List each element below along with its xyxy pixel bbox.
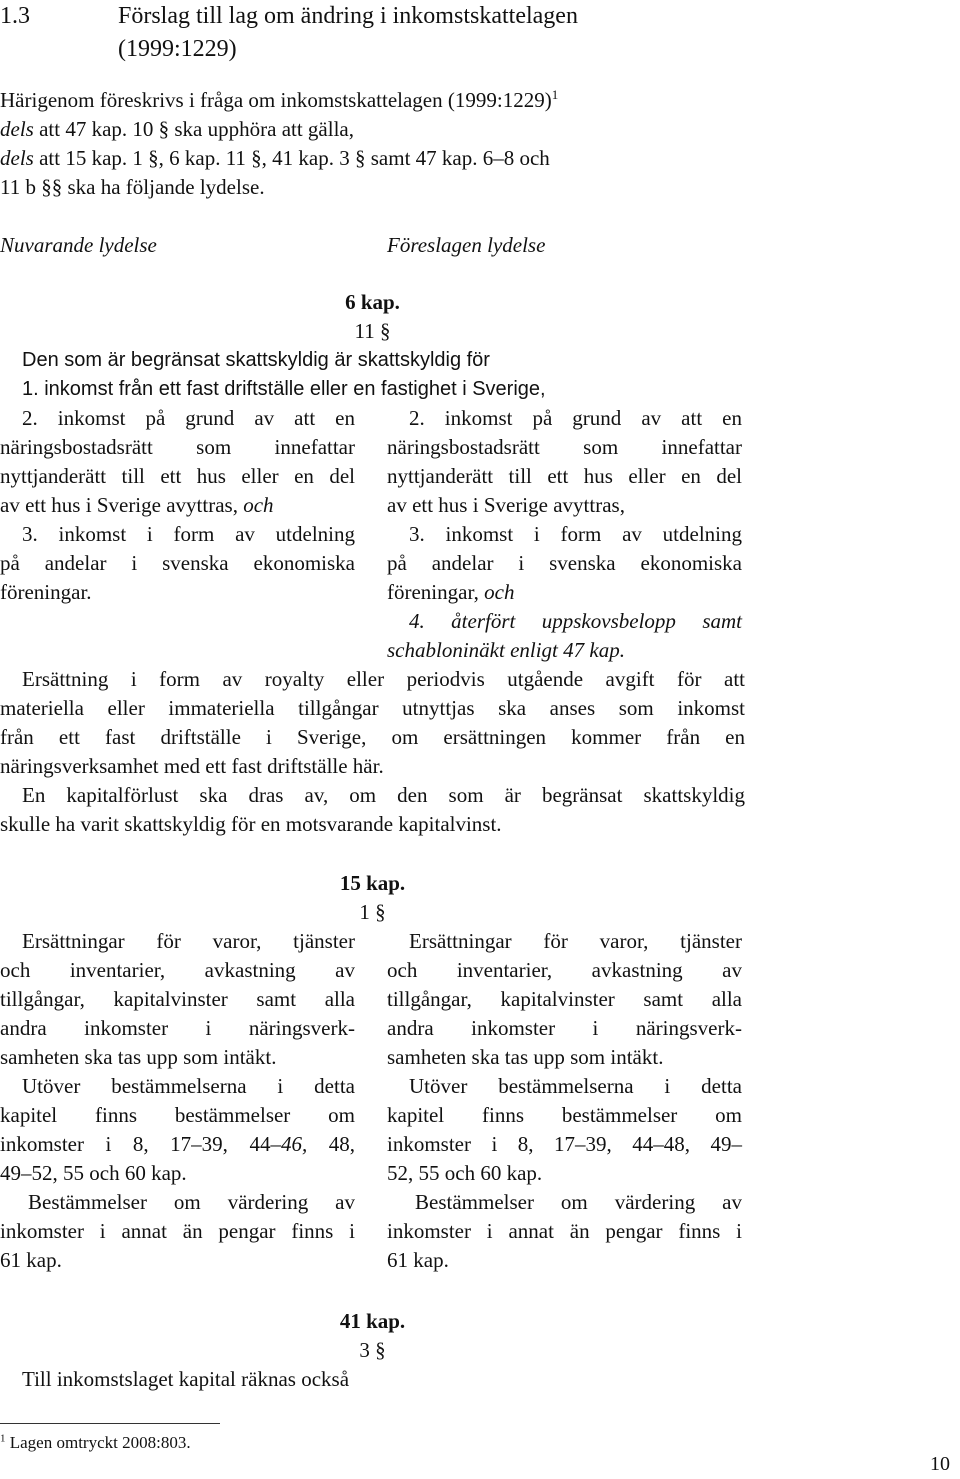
column-header-proposed: Föreslagen lydelse (387, 233, 546, 257)
loss-l2: skulle ha varit skattskyldig för en motsvarande kapitalvinst. (0, 812, 502, 836)
ch6-intro-line: Den som är begränsat skattskyldig är skattskyldig för (22, 349, 490, 371)
ch15-right-p1-l1: Ersättningar för varor, tjänster (409, 929, 742, 953)
ch41-line1: Till inkomstslaget kapital räknas också (22, 1367, 350, 1391)
ch15-right-p1-l3: tillgångar, kapitalvinster samt alla (387, 987, 742, 1011)
chapter-15-heading: 15 kap. (339, 871, 406, 895)
text: inkomster i 8, 17–39, 44– (0, 1132, 281, 1156)
royalty-l4: näringsverksamhet med ett fast driftställe här. (0, 754, 384, 778)
ch15-left-p2-l1: Utöver bestämmelserna i detta (22, 1074, 355, 1098)
ch15-right-column (387, 927, 742, 1275)
ch15-left-p2-l4: 49–52, 55 och 60 kap. (0, 1161, 187, 1185)
intro-line1 (0, 86, 558, 115)
ch6-left-p3-l1: 3. inkomst i form av utdelning (22, 522, 355, 546)
loss-l1: En kapitalförlust ska dras av, om den som är begränsat skattskyldig (22, 783, 745, 807)
text: föreningar, (387, 580, 485, 604)
ch6-right-p3-l1: 3. inkomst i form av utdelning (409, 522, 742, 546)
intro-line2 (0, 115, 354, 144)
ch15-left-p3-l3: 61 kap. (0, 1248, 62, 1272)
ch15-left-column (0, 927, 355, 1275)
ch6-right-column (387, 404, 742, 665)
chapter-41-heading: 41 kap. (339, 1309, 406, 1333)
ch6-left-column (0, 404, 355, 607)
text-och: och (243, 493, 274, 517)
text: 48, (307, 1132, 356, 1156)
ch15-right-p2-l2: kapitel finns bestämmelser om (387, 1103, 742, 1127)
ch15-left-p2-l2: kapitel finns bestämmelser om (0, 1103, 355, 1127)
ch6-left-p3-l2: på andelar i svenska ekonomiska (0, 551, 355, 575)
ch6-item-1: 1. inkomst från ett fast driftställe eller en fastighet i Sverige, (22, 378, 546, 400)
chapter-6-heading: 6 kap. (345, 290, 400, 314)
intro-line4: 11 b §§ ska ha följande lydelse. (0, 175, 265, 199)
intro-dels: dels (0, 146, 34, 170)
ch15-left-p2-l3 (0, 1130, 355, 1159)
footnote-number: 1 (0, 1432, 6, 1445)
page-number: 10 (930, 1453, 950, 1475)
ch6-royalty-paragraph (0, 665, 745, 839)
royalty-l1: Ersättning i form av royalty eller periodvis utgående avgift för att (22, 667, 745, 691)
ch15-right-p1-l5: samheten ska tas upp som intäkt. (387, 1045, 664, 1069)
ch15-right-p2-l4: 52, 55 och 60 kap. (387, 1161, 543, 1185)
ch6-right-p2-l3: nyttjanderätt till ett hus eller en del (387, 464, 742, 488)
intro-text: att 47 kap. 10 § ska upphöra att gälla, (33, 117, 354, 141)
footnote-text: Lagen omtryckt 2008:803. (5, 1433, 191, 1452)
ch15-right-p1-l2: och inventarier, avkastning av (387, 958, 742, 982)
section-title-line1: Förslag till lag om ändring i inkomstskattelagen (118, 3, 578, 29)
footnote-ref: 1 (551, 87, 559, 102)
ch6-right-p2-l2: näringsbostadsrätt som innefattar (387, 435, 742, 459)
ch6-right-p2-l1: 2. inkomst på grund av att en (409, 406, 742, 430)
ch6-right-p3-l3 (387, 578, 742, 607)
ch15-left-p1-l2: och inventarier, avkastning av (0, 958, 355, 982)
ch6-left-p2-l2: näringsbostadsrätt som innefattar (0, 435, 355, 459)
footnote-separator (0, 1423, 220, 1424)
text-46: 46, (280, 1132, 308, 1156)
ch15-right-p2-l1: Utöver bestämmelserna i detta (409, 1074, 742, 1098)
ch15-left-p1-l5: samheten ska tas upp som intäkt. (0, 1045, 277, 1069)
ch6-left-p2-l1: 2. inkomst på grund av att en (22, 406, 355, 430)
ch15-right-p3-l3: 61 kap. (387, 1248, 449, 1272)
ch15-right-p3-l1: Bestämmelser om värdering av (415, 1190, 742, 1214)
ch6-right-p2-l4: av ett hus i Sverige avyttras, (387, 493, 625, 517)
section-number: 1.3 (0, 3, 30, 29)
ch15-left-p3-l1: Bestämmelser om värdering av (28, 1190, 355, 1214)
royalty-l2: materiella eller immateriella tillgångar utnyttjas ska anses som inkomst (0, 696, 745, 720)
ch6-right-p4-l2: schabloninäkt enligt 47 kap. (387, 638, 625, 662)
ch6-left-p2-l4 (0, 491, 355, 520)
royalty-l3: från ett fast driftställe i Sverige, om ersättningen kommer från en (0, 725, 745, 749)
chapter-15-section-1: 1 § (359, 900, 386, 924)
chapter-6-section-11: 11 § (354, 319, 391, 343)
ch6-right-p4-l1: 4. återfört uppskovsbelopp samt (409, 609, 742, 633)
ch15-right-p3-l2: inkomster i annat än pengar finns i (387, 1219, 742, 1243)
intro-text: Härigenom föreskrivs i fråga om inkomstskattelagen (1999:1229) (0, 88, 552, 112)
ch15-left-p3-l2: inkomster i annat än pengar finns i (0, 1219, 355, 1243)
ch15-right-p2-l3: inkomster i 8, 17–39, 44–48, 49– (387, 1132, 742, 1156)
column-header-current: Nuvarande lydelse (0, 233, 157, 257)
intro-line3 (0, 144, 745, 173)
ch15-left-p1-l1: Ersättningar för varor, tjänster (22, 929, 355, 953)
ch6-right-p3-l2: på andelar i svenska ekonomiska (387, 551, 742, 575)
intro-text: att 15 kap. 1 §, 6 kap. 11 §, 41 kap. 3 § samt 47 kap. 6–8 och (33, 146, 550, 170)
ch6-left-p2-l3: nyttjanderätt till ett hus eller en del (0, 464, 355, 488)
footnote (0, 1432, 191, 1454)
ch15-left-p1-l4: andra inkomster i näringsverk- (0, 1016, 355, 1040)
text-och: och (484, 580, 515, 604)
ch15-right-p1-l4: andra inkomster i näringsverk- (387, 1016, 742, 1040)
ch6-left-p3-l3: föreningar. (0, 580, 92, 604)
intro-dels: dels (0, 117, 34, 141)
chapter-41-section-3: 3 § (359, 1338, 386, 1362)
text: av ett hus i Sverige avyttras, (0, 493, 244, 517)
section-title-line2: (1999:1229) (118, 36, 237, 62)
ch15-left-p1-l3: tillgångar, kapitalvinster samt alla (0, 987, 355, 1011)
